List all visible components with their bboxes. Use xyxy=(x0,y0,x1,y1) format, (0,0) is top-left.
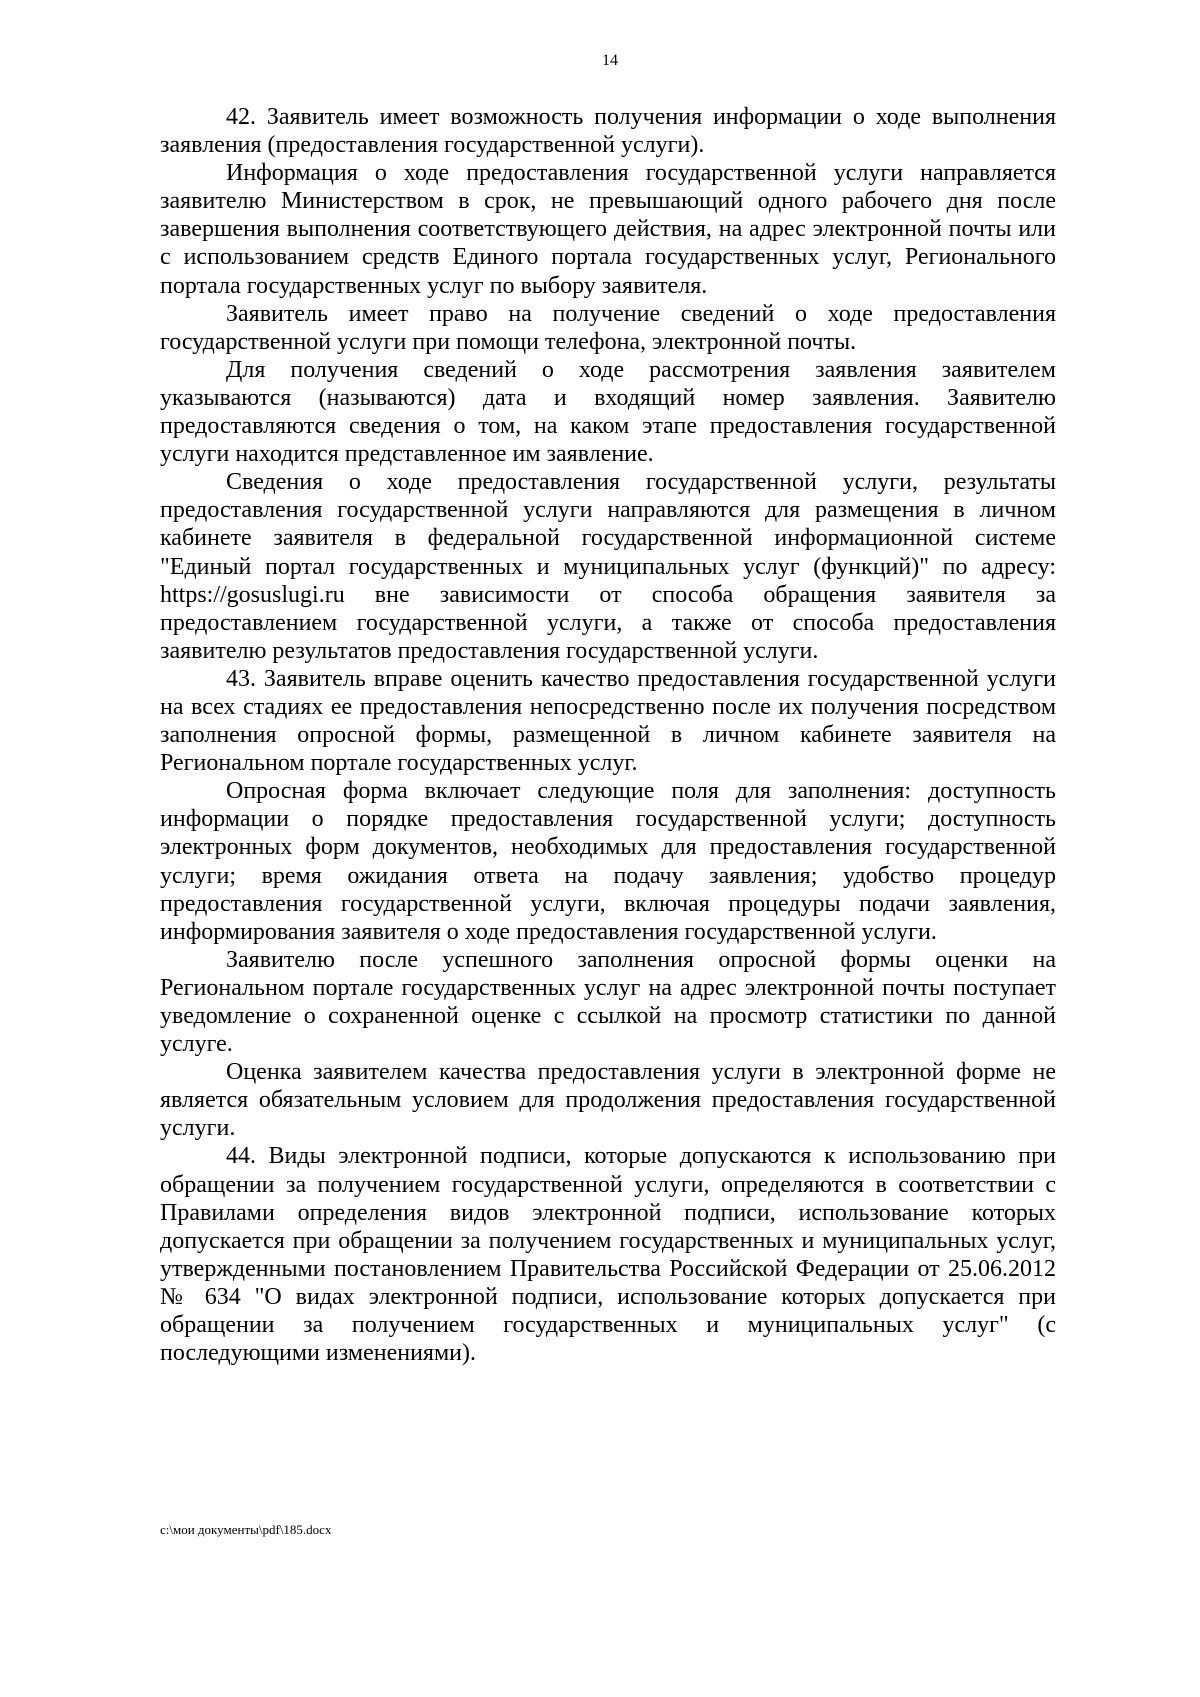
paragraph-right-to-info: Заявитель имеет право на получение сведений о ходе предоставления государственной услуги при помощи телефона, электронной почты. xyxy=(160,300,1056,355)
document-body xyxy=(160,103,1056,1367)
paragraph-survey-fields: Опросная форма включает следующие поля для заполнения: доступность информации о порядке предоставления государственной услуги; доступность электронных форм документов, необходимых для предоставления государственной услуги; время ожидания ответа на подачу заявления; удобство процедур предоставления государственной услуги, включая процедуры подачи заявления, информирования заявителя о ходе предоставления государственной услуги. xyxy=(160,778,1056,945)
paragraph-43-quality: 43. Заявитель вправе оценить качество предоставления государственной услуги на всех стадиях ее предоставления непосредственно после их получения посредством заполнения опросной формы, размещенной в личном кабинете заявителя на Региональном портале государственных услуг. xyxy=(160,665,1056,777)
paragraph-44-signatures: 44. Виды электронной подписи, которые допускаются к использованию при обращении за получением государственной услуги, определяются в соответствии с Правилами определения видов электронной подписи, использование которых допускается при обращении за получением государственных и муниципальных услуг, утвержденными постановлением Правительства Российской Федерации от 25.06.2012 № 634 "О видах электронной подписи, использование которых допускается при обращении за получением государственных и муниципальных услуг" (с последующими изменениями). xyxy=(160,1143,1056,1367)
paragraph-42-intro: 42. Заявитель имеет возможность получения информации о ходе выполнения заявления (предоставления государственной услуги). xyxy=(160,104,1056,159)
paragraph-survey-notice: Заявителю после успешного заполнения опросной формы оценки на Региональном портале государственных услуг на адрес электронной почты поступает уведомление о сохраненной оценке с ссылкой на просмотр статистики по данной услуге. xyxy=(160,946,1056,1058)
page-number: 14 xyxy=(602,52,618,69)
paragraph-info-request: Для получения сведений о ходе рассмотрения заявления заявителем указываются (называются) дата и входящий номер заявления. Заявителю предоставляются сведения о том, на каком этапе предоставления государственной услуги находится представленное им заявление. xyxy=(160,356,1056,468)
paragraph-info-delivery: Информация о ходе предоставления государственной услуги направляется заявителю Министерством в срок, не превышающий одного рабочего дня после завершения выполнения соответствующего действия, на адрес электронной почты или с использованием средств Единого портала государственных услуг, Регионального портала государственных услуг по выбору заявителя. xyxy=(160,160,1056,299)
paragraph-survey-optional: Оценка заявителем качества предоставления услуги в электронной форме не является обязательным условием для продолжения предоставления государственной услуги. xyxy=(160,1059,1056,1142)
paragraph-epgu-cabinet: Сведения о ходе предоставления государственной услуги, результаты предоставления государственной услуги направляются для размещения в личном кабинете заявителя в федеральной государственной информационной системе "Единый портал государственных и муниципальных услуг (функций)" по адресу: https://gosuslugi.ru вне зависимости от способа обращения заявителя за предоставлением государственной услуги, а также от способа предоставления заявителю результатов предоставления государственной услуги. xyxy=(160,469,1056,664)
footer-file-path: c:\мои документы\pdf\185.docx xyxy=(160,1522,332,1537)
